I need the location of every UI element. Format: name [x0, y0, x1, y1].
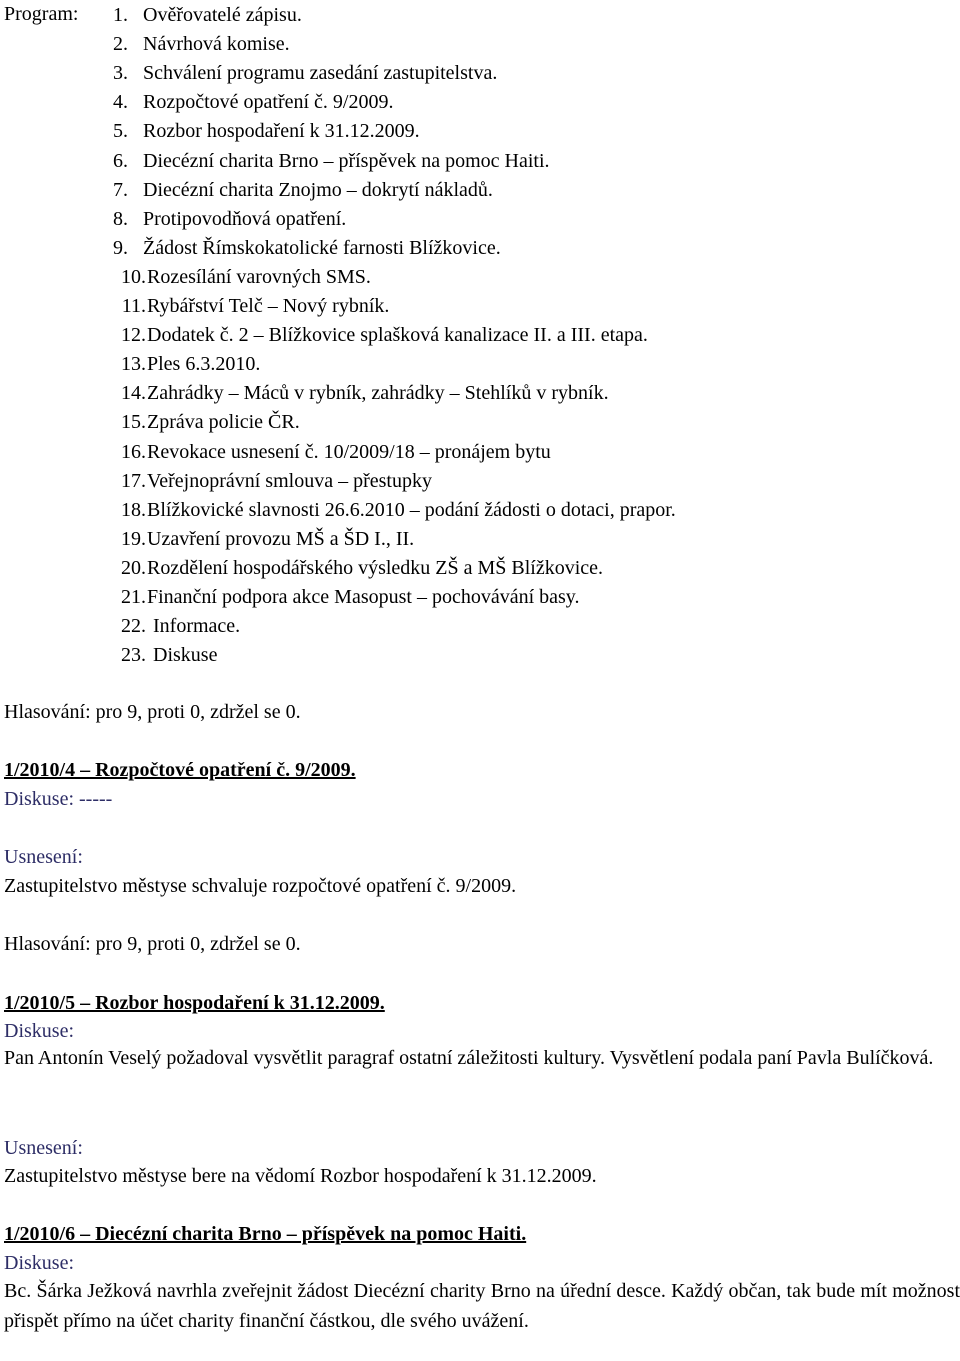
program-item-number: 1. [113, 4, 128, 26]
program-item-text: Žádost Římskokatolické farnosti Blížkovice. [143, 236, 501, 259]
program-item-number: 9. [113, 236, 128, 259]
program-item-text: Ples 6.3.2010. [147, 353, 261, 376]
program-item-text: Ověřovatelé zápisu. [143, 4, 302, 26]
program-item-number: 16. [121, 440, 146, 463]
program-item-number: 18. [121, 498, 146, 521]
program-item-number: 12. [121, 324, 146, 347]
section-5-heading: 1/2010/5 – Rozbor hospodaření k 31.12.2009. [4, 992, 385, 1014]
section-5-discussion-label: Diskuse: [4, 1020, 74, 1042]
program-item-number: 15. [121, 411, 146, 434]
program-label: Program: [4, 3, 79, 25]
section-4-resolution-text: Zastupitelstvo městyse schvaluje rozpočtové opatření č. 9/2009. [4, 875, 517, 897]
program-item-text: Schválení programu zasedání zastupitelstva. [143, 62, 498, 85]
program-item-number: 7. [113, 178, 128, 201]
program-item-text: Protipovodňová opatření. [143, 207, 347, 230]
program-item-text: Diecézní charita Brno – příspěvek na pomoc Haiti. [143, 149, 550, 172]
program-item-text: Finanční podpora akce Masopust – pochovávání basy. [147, 586, 580, 608]
program-item-text: Revokace usnesení č. 10/2009/18 – pronájem bytu [147, 440, 551, 463]
program-item-number: 3. [113, 62, 128, 85]
program-item-number: 8. [113, 207, 128, 230]
program-item-number: 17. [121, 469, 146, 492]
section-4-heading: 1/2010/4 – Rozpočtové opatření č. 9/2009. [4, 759, 356, 781]
section-5-resolution-text: Zastupitelstvo městyse bere na vědomí Rozbor hospodaření k 31.12.2009. [4, 1165, 597, 1187]
program-item-number: 19. [121, 527, 146, 550]
section-6-heading: 1/2010/6 – Diecézní charita Brno – příspěvek na pomoc Haiti. [4, 1223, 527, 1245]
program-item-text: Dodatek č. 2 – Blížkovice splašková kanalizace II. a III. etapa. [147, 324, 648, 347]
program-item-text: Diskuse [153, 644, 218, 667]
program-item-number: 14. [121, 382, 146, 405]
program-item-text: Rozdělení hospodářského výsledku ZŠ a MŠ Blížkovice. [147, 556, 604, 579]
section-6-discussion-label: Diskuse: [4, 1252, 74, 1274]
program-item-number: 5. [113, 120, 128, 143]
program-item-text: Rybářství Telč – Nový rybník. [147, 295, 390, 317]
program-item-number: 22. [121, 615, 146, 638]
program-item-text: Návrhová komise. [143, 33, 290, 56]
section-4-discussion-label: Diskuse: ----- [4, 788, 113, 810]
program-item-number: 20. [121, 556, 146, 579]
section-5-resolution-label: Usnesení: [4, 1137, 83, 1159]
program-item-text: Diecézní charita Znojmo – dokrytí nákladů. [143, 178, 493, 201]
program-item-text: Zahrádky – Máců v rybník, zahrádky – Stehlíků v rybník. [147, 382, 609, 405]
program-item-number: 23. [121, 644, 146, 667]
program-item-number: 2. [113, 33, 128, 56]
program-item-number: 10. [121, 265, 146, 288]
vote-program: Hlasování: pro 9, proti 0, zdržel se 0. [4, 701, 301, 723]
program-item-text: Rozpočtové opatření č. 9/2009. [143, 91, 394, 114]
program-item-number: 4. [113, 91, 128, 114]
section-5-discussion-text: Pan Antonín Veselý požadoval vysvětlit paragraf ostatní záležitosti kultury. Vysvětlení podala paní Pavla Bulíčková. [4, 1047, 934, 1069]
section-4-resolution-label: Usnesení: [4, 846, 83, 868]
program-item-number: 13. [121, 353, 146, 376]
program-item-text: Zpráva policie ČR. [147, 411, 300, 434]
program-item-number: 11. [121, 295, 146, 317]
program-item-text: Uzavření provozu MŠ a ŠD I., II. [147, 527, 415, 550]
program-item-text: Informace. [153, 615, 241, 638]
program-item-text: Blížkovické slavnosti 26.6.2010 – podání žádosti o dotaci, prapor. [147, 498, 676, 521]
section-6-discussion-text: Bc. Šárka Ježková navrhla zveřejnit žádost Diecézní charity Brno na úřední desce. Každý občan, tak bude mít možnost přispět přímo na účet charity finanční částkou, dle svého uvážení. [4, 1280, 960, 1332]
program-item-number: 6. [113, 149, 128, 172]
program-item-number: 21. [121, 586, 146, 608]
program-item-text: Rozbor hospodaření k 31.12.2009. [143, 120, 420, 143]
program-item-text: Rozesílání varovných SMS. [147, 265, 371, 288]
program-item-text: Veřejnoprávní smlouva – přestupky [147, 469, 432, 492]
section-4-vote: Hlasování: pro 9, proti 0, zdržel se 0. [4, 933, 301, 955]
